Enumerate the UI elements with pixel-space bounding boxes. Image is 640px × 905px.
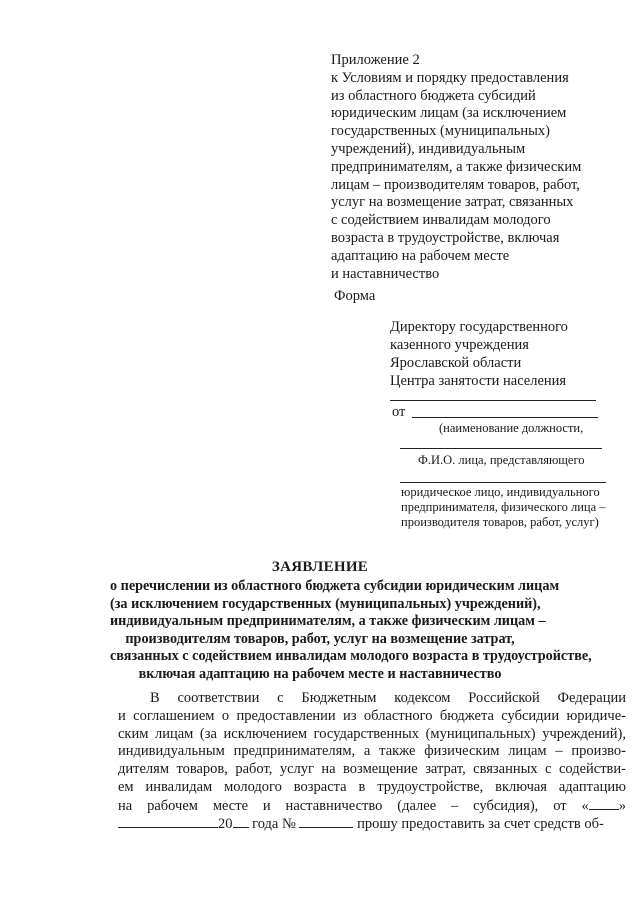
appendix-line: возраста в трудоустройстве, включая [331,229,560,246]
appendix-header [331,52,631,283]
body-line: ем инвалидам молодого возраста в трудоустройстве, включая адаптацию [118,778,626,795]
subtitle-line: связанных с содействием инвалидам молодого возраста в трудоустройстве, [110,648,592,665]
blank-year [233,815,249,828]
form-label: Форма [334,288,376,304]
body-line: В соответствии с Бюджетным кодексом Российской Федерации [150,690,626,706]
caption-position: (наименование должности, [439,421,584,435]
blank-day [589,797,619,810]
addressee-line: Директору государственного [390,319,568,335]
appendix-line: услуг на возмещение затрат, связанных [331,194,574,211]
year-prefix: 20 [218,815,233,832]
addressee-line: Ярославской области [390,355,522,371]
blank-line-addressee [390,400,596,401]
caption-name: Ф.И.О. лица, представляющего [418,453,585,467]
body-line: ским лицам (за исключением государственных (муниципальных) учреждений), [118,725,626,742]
caption-entity-line: предпринимателя, физического лица – [401,500,606,514]
body-line: и соглашением о предоставлении из областного бюджета субсидии юридиче- [118,707,626,724]
blank-line-from [412,417,598,418]
subtitle-line: производителям товаров, работ, услуг на возмещение затрат, [125,630,515,647]
document-title: ЗАЯВЛЕНИЕ [271,559,369,575]
caption-entity [401,485,606,530]
quote-close: » [618,797,626,814]
appendix-line: из областного бюджета субсидий [331,87,536,104]
year-tail: года № [248,815,296,832]
blank-number [299,815,353,828]
subtitle-line: о перечислении из областного бюджета субсидии юридическим лицам [110,578,560,594]
appendix-line: Приложение 2 [331,52,420,68]
addressee-block [390,318,630,390]
appendix-line: государственных (муниципальных) [331,123,550,140]
appendix-line: адаптацию на рабочем месте [331,247,510,264]
body-line-date-text: на рабочем месте и наставничество (далее – субсидия), от « [118,797,589,814]
subtitle-line: (за исключением государственных (муниципальных) учреждений), [110,595,541,612]
appendix-line: с содействием инвалидам молодого [331,212,551,229]
blank-line-name [400,448,602,449]
addressee-line: Центра занятости населения [390,373,567,389]
body-line-end: прошу предоставить за счет средств об- [353,815,604,832]
blank-month [118,815,218,828]
document-subtitle [110,578,592,684]
addressee-line: казенного учреждения [390,337,529,353]
caption-entity-line: юридическое лицо, индивидуального [401,485,600,499]
body-line: индивидуальным предпринимателям, а также физическим лицам – произво- [118,743,626,760]
appendix-line: и наставничество [331,265,440,282]
appendix-line: к Условиям и порядку предоставления [331,69,569,86]
appendix-line: учреждений), индивидуальным [331,140,526,157]
subtitle-line: индивидуальным предпринимателям, а также физическим лицам – [110,613,546,630]
caption-entity-line: производителя товаров, работ, услуг) [401,515,599,529]
body-line-date [118,797,626,815]
appendix-line: лицам – производителям товаров, работ, [331,176,580,193]
appendix-line: предпринимателям, а также физическим [331,158,582,175]
body-line: дителям товаров, работ, услуг на возмещение затрат, связанных с содействи- [118,761,626,778]
body-paragraph [118,690,626,832]
subtitle-line: включая адаптацию на рабочем месте и наставничество [138,665,502,682]
body-line-number [118,815,626,833]
blank-line-entity [400,482,606,483]
appendix-line: юридическим лицам (за исключением [331,105,567,122]
from-label: от [392,404,406,420]
